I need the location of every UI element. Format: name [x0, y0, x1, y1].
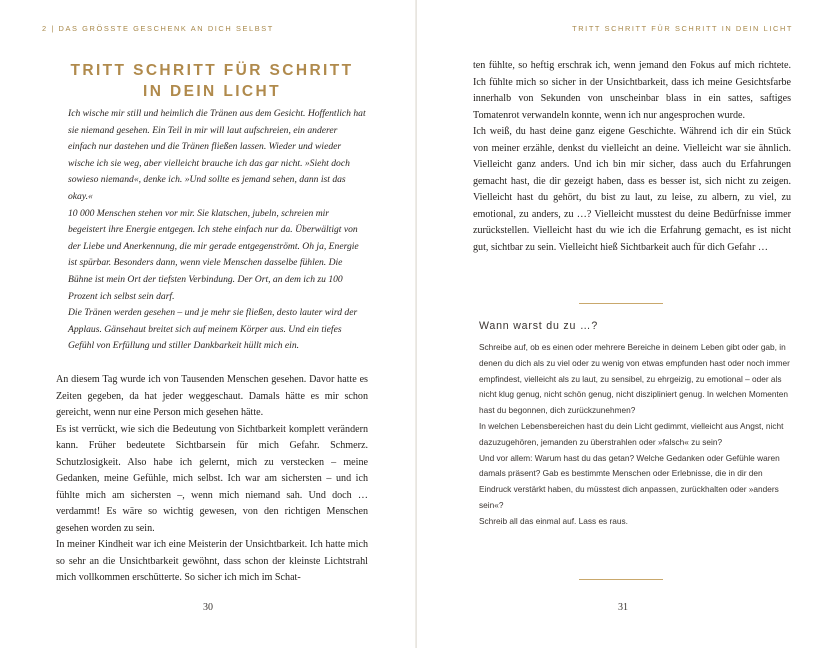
body-text-left [56, 372, 368, 587]
exercise-paragraph: Schreibe auf, ob es einen oder mehrere Bereiche in deinem Leben gibt oder gab, in denen du dich als zu viel oder zu wenig von etwas empfunden hast oder noch immer empfindest, vielleicht als zu laut, zu sensibel, zu ehrgeizig, zu emotional – oder als nicht klug genug, nicht schön genug, nicht diszipliniert genug. In welchen Momenten hast du begonnen, dich zurückzunehmen? [479, 342, 790, 416]
exercise-divider-bottom [579, 579, 663, 580]
exercise-text [479, 340, 791, 530]
left-page [0, 0, 416, 648]
body-paragraph: Ich weiß, du hast deine ganz eigene Geschichte. Während ich dir ein Stück von meiner erzähle, denkst du vielleicht an deine. Vielleicht war sie ähnlich. Vielleicht ganz anders. Und ich bin mir sicher, dass auch du Erfahrungen gemacht hast, die dir gezeigt haben, dass es besser ist, sich nicht zu zeigen. Vielleicht hast du gehört, du bist zu laut, zu leise, zu albern, zu viel, zu emotional, zu anders, zu …? Vielleicht musstest du deine Bedürfnisse immer zurückstellen. Vielleicht hast du wie ich die Erfahrung gemacht, es ist nicht gut, sichtbar zu sein. Vielleicht hieß Sichtbarkeit auch für dich Gefahr … [473, 126, 791, 253]
exercise-paragraph: Und vor allem: Warum hast du das getan? Welche Gedanken oder Gefühle waren damals präsent? Gab es bestimmte Menschen oder Erlebnisse, die in dir den Eindruck verstärkt haben, du müsstest dich anpassen, zurückhalten oder »anders sein«? [479, 452, 780, 510]
running-head-right: TRITT SCHRITT FÜR SCHRITT IN DEIN LICHT [572, 24, 793, 33]
exercise-divider-top [579, 303, 663, 304]
exercise-heading: Wann warst du zu …? [479, 320, 599, 332]
body-paragraph: Es ist verrückt, wie sich die Bedeutung von Sichtbarkeit komplett verändern kann. Früher bedeutete Sichtbarsein für mich Gefahr. Schmerz. Schutzlosigkeit. Also habe ich gelernt, mich zu verstecken – meine Gedanken, meine Gefühle, mich selbst. Ich war am sichersten – und ich fühlte mich am sichersten –, wenn mich niemand sah. Und doch … verdammt! Es wäre so wichtig gewesen, von den richtigen Menschen gesehen worden zu sein. [56, 423, 368, 534]
chapter-title-line-2: IN DEIN LICHT [143, 83, 281, 100]
exercise-paragraph: In welchen Lebensbereichen hast du dein Licht gedimmt, vielleicht aus Angst, nicht dazuzugehören, jemanden zu überstrahlen oder »falsch« zu sein? [479, 420, 784, 447]
chapter-title [52, 60, 372, 102]
intro-paragraph: Ich wische mir still und heimlich die Tränen aus dem Gesicht. Hoffentlich hat sie niemand gesehen. Ein Teil in mir will laut aufschreien, ein anderer einfach nur dastehen und die Tränen fließen lassen. Wieder und wieder wische ich sie weg, aber vielleicht brauche ich das gar nicht. »Sieht doch sowieso niemand«, denke ich. »Und sollte es jemand sehen, dann ist das okay.« [68, 108, 366, 202]
intro-italic-text [68, 106, 368, 355]
intro-paragraph: Die Tränen werden gesehen – und je mehr sie fließen, desto lauter wird der Applaus. Gänsehaut breitet sich auf meinem Körper aus. Und ein tiefes Gefühl von Erfüllung und stiller Dankbarkeit hüllt mich ein. [68, 307, 358, 352]
page-number-left: 30 [203, 602, 213, 613]
right-page [417, 0, 833, 648]
body-paragraph: In meiner Kindheit war ich eine Meisterin der Unsichtbarkeit. Ich hatte mich so sehr an die Unsichtbarkeit gewöhnt, dass schon der kleinste Lichtstrahl mich vollkommen erschütterte. So sicher ich mich im Schat- [56, 539, 368, 583]
body-paragraph: An diesem Tag wurde ich von Tausenden Menschen gesehen. Davor hatte es Zeiten gegeben, da hat jeder weggeschaut. Damals hätte es mir schon gereicht, wenn nur eine Person mich gesehen hätte. [56, 374, 368, 418]
intro-paragraph: 10 000 Menschen stehen vor mir. Sie klatschen, jubeln, schreien mir begeistert ihre Energie entgegen. Ich stehe einfach nur da. Überwältigt von der Liebe und Anerkennung, die mir gerade entgegenströmt. Oh ja, Energie ist spürbar. Besonders dann, wenn viele Menschen dasselbe fühlen. Die Bühne ist mein Ort der tiefsten Verbindung. Der Ort, an dem ich zu 100 Prozent ich selbst sein darf. [68, 207, 359, 302]
body-paragraph: ten fühlte, so heftig erschrak ich, wenn jemand den Fokus auf mich richtete. Ich fühlte mich so sicher in der Unsichtbarkeit, dass ich meine Gesichtsfarbe innerhalb von Sekunden von unscheinbar blass in ein sattes, saftiges Tomatenrot verwandeln konnte, wenn ich nur angesprochen wurde. [473, 60, 791, 121]
page-number-right: 31 [618, 602, 628, 613]
exercise-paragraph: Schreib all das einmal auf. Lass es raus. [479, 515, 628, 526]
body-text-right [473, 58, 791, 256]
running-head-left: 2 | DAS GRÖSSTE GESCHENK AN DICH SELBST [42, 24, 274, 33]
chapter-title-line-1: TRITT SCHRITT FÜR SCHRITT [70, 62, 354, 79]
